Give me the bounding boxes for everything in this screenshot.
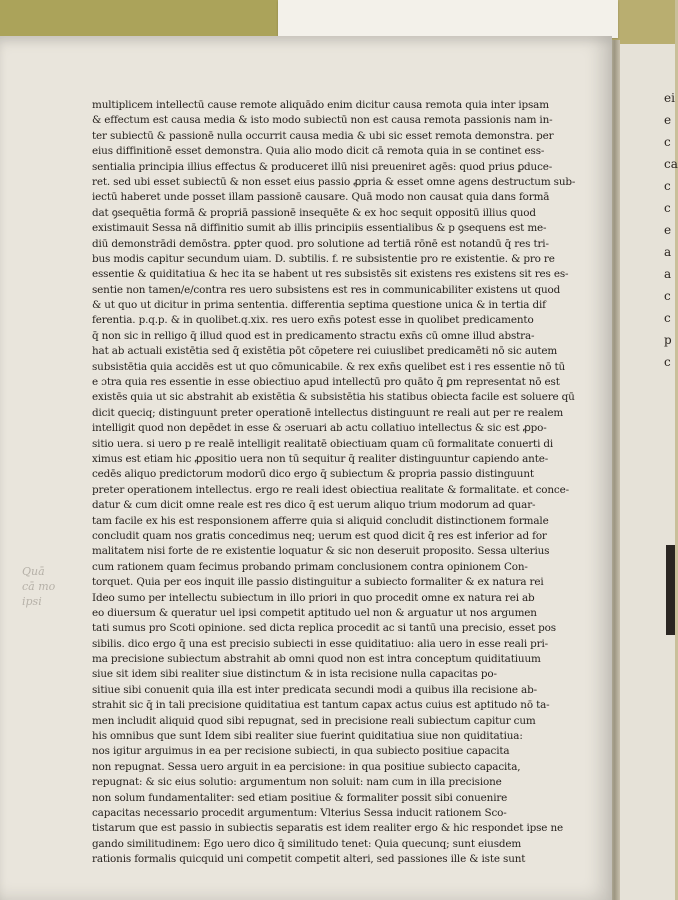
facing-page-fragment: e bbox=[664, 223, 672, 237]
facing-page-fragment: c bbox=[664, 201, 671, 215]
text-line: men includit aliquid quod sibi repugnat, sed in precisione reali subiectum capitur cum bbox=[92, 714, 536, 727]
facing-page bbox=[618, 44, 678, 900]
text-line: non solum fundamentaliter: sed etiam positiue & formaliter possit sibi conuenire bbox=[92, 791, 508, 804]
text-line: ma precisione subiectum abstrahit ab omni quod non est intra conceptum quiditatiuum bbox=[92, 653, 541, 666]
text-line: concludit quam nos gratis concedimus neq; uerum est quod dicit q̄ res est inferior ad for bbox=[92, 529, 547, 542]
main-text-block bbox=[92, 98, 588, 868]
text-line: siue sit idem sibi realiter siue distinctum & in ista recisione nulla capacitas po- bbox=[92, 668, 497, 681]
text-line: sentialia principia illius effectus & produceret illū nisi preueniret agēs: quod prius ꝑduce- bbox=[92, 160, 553, 173]
text-line: malitatem nisi forte de re existentie loquatur & sic non deseruit proposito. Sessa ulterius bbox=[92, 545, 550, 558]
facing-page-fragment: ei bbox=[664, 91, 675, 105]
text-line: ximus est etiam hic ꝓpositio uera non tū sequitur q̄ realiter distinguuntur capiendo ante- bbox=[92, 452, 549, 465]
text-line: tistarum que est passio in subiectis separatis est idem realiter ergo & hic respondet ipse ne bbox=[92, 822, 563, 835]
facing-page-fragment: c bbox=[664, 311, 671, 325]
text-line: existēs quia ut sic abstrahit ab existētia & subsistētia his statibus obiecta facile est soluere qū bbox=[92, 391, 575, 404]
facing-page-fragment: ca bbox=[664, 157, 678, 171]
olive-cover bbox=[0, 0, 278, 40]
text-line: eius diffinitionē esset demonstra. Quia alio modo dicit cā remota quia in se continet ess- bbox=[92, 145, 545, 158]
text-line: sentie non tamen/e/contra res uero subsistens est res in communicabiliter existens ut quod bbox=[92, 283, 561, 296]
text-line: iectū haberet unde posset illam passionē causare. Quā modo non causat quia dans formā bbox=[92, 191, 550, 204]
ghost-line: ipsi bbox=[22, 594, 42, 608]
text-line: strahit sic q̄ in tali precisione quiditatiua est tantum capax actus cuius est aptitudo nō ta- bbox=[92, 699, 550, 712]
facing-page-fragment: c bbox=[664, 289, 671, 303]
text-line: bus modis capitur secundum uiam. D. subtilis. f. re subsistentie pro re existentie. & pro re bbox=[92, 252, 555, 265]
text-line: ret. sed ubi esset subiectū & non esset eius passio ꝓpria & esset omne agens destructum sub- bbox=[92, 175, 576, 188]
text-line: ter subiectū & passionē nulla occurrit causa media & ubi sic esset remota demonstra. per bbox=[92, 129, 554, 142]
text-line: non repugnat. Sessa uero arguit in ea percisione: in qua positiue subiecto capacita, bbox=[92, 760, 521, 773]
text-line: datur & cum dicit omne reale est res dico q̄ est uerum aliquo trium modorum ad quar- bbox=[92, 499, 536, 512]
text-line: tam facile ex his est responsionem afferre quia si aliquid concludit distinctionem formale bbox=[92, 514, 549, 527]
ghost-line: cā mo bbox=[22, 579, 56, 593]
text-line: essentie & quiditatiua & hec ita se habent ut res subsistēs sit existens res existens sit res es- bbox=[92, 268, 569, 281]
text-line: his omnibus que sunt Idem sibi realiter siue fuerint quiditatiua siue non quiditatiua: bbox=[92, 730, 523, 743]
text-line: diū demonstrādi demōstra. ꝑpter quod. pro solutione ad tertiā rōnē est notandū q̄ res tri- bbox=[92, 237, 549, 250]
text-line: & ut quo ut dicitur in prima sententia. differentia septima questione unica & in tertia dif bbox=[92, 299, 546, 312]
text-line: sibilis. dico ergo q̄ una est precisio subiecti in esse quiditatiuo: alia uero in esse reali pri- bbox=[92, 637, 549, 650]
facing-page-fragment: e bbox=[664, 113, 672, 127]
text-line: nos igitur arguimus in ea per recisione subiecti, in qua subiecto positiue capacita bbox=[92, 745, 510, 758]
facing-page-fragment: c bbox=[664, 135, 671, 149]
facing-page-fragment: a bbox=[664, 267, 672, 281]
text-line: dat ꝯsequētia formā & propriā passionē insequēte & ex hoc sequit oppositū illius quod bbox=[92, 206, 536, 219]
text-line: q̄ non sic in relligo q̄ illud quod est in predicamento stractu exn̄s cū omne illud abstra- bbox=[92, 329, 535, 342]
page-edge-mark bbox=[666, 545, 675, 635]
text-line: Ideo sumo per intellectu subiectum in illo priori in quo procedit omne ex natura rei ab bbox=[92, 591, 535, 604]
text-line: intelligit quod non depēdet in esse & ɔseruari ab actu collatiuo intellectus & sic est ꝓpo- bbox=[92, 422, 547, 435]
text-line: gando similitudinem: Ego uero dico q̄ similitudo tenet: Quia quecunq; sunt eiusdem bbox=[92, 837, 522, 850]
text-line: e ɔtra quia res essentie in esse obiectiuo apud intellectū pro quāto q̄ ꝑm representat nō est bbox=[92, 376, 560, 389]
text-line: cedēs aliquo predictorum modorū dico ergo q̄ subiectum & propria passio distinguunt bbox=[92, 468, 534, 481]
text-line: & effectum est causa media & isto modo subiectū non est causa remota passionis nam in- bbox=[92, 114, 553, 127]
text-line: capacitas necessario procedit argumentum: Vlterius Sessa inducit rationem Sco- bbox=[92, 806, 507, 819]
text-line: multiplicem intellectū cause remote aliquādo enim dicitur causa remota quia inter ipsam bbox=[92, 99, 549, 111]
margin-ghost-text bbox=[22, 565, 82, 610]
text-line: dicit queciq; distinguunt preter operationē intellectus distinguunt re reali aut per re realem bbox=[92, 406, 564, 419]
facing-page-fragment: c bbox=[664, 179, 671, 193]
text-line: existimauit Sessa nā diffinitio sumit ab illis principiis essentialibus & p ꝯsequens est me- bbox=[92, 222, 547, 235]
text-line: repugnat: & sic eius solutio: argumentum non soluit: nam cum in illa precisione bbox=[92, 776, 502, 789]
white-slip bbox=[278, 0, 618, 38]
facing-page-fragment: a bbox=[664, 245, 672, 259]
text-line: rationis formalis quicquid uni competit competit alteri, sed passiones ille & iste sunt bbox=[92, 853, 526, 866]
text-line: cum rationem quam fecimus probando primam conclusionem contra opinionem Con- bbox=[92, 560, 528, 573]
text-line: sitio uera. si uero p re realē intelligit realitatē obiectiuam quam cū formalitate conuerti di bbox=[92, 437, 554, 450]
text-line: ferentia. p.q.p. & in quolibet.q.xix. res uero exn̄s potest esse in quolibet predicamento bbox=[92, 314, 534, 327]
text-line: preter operationem intellectus. ergo re reali idest obiectiua realitate & formalitate. et conce- bbox=[92, 483, 569, 496]
text-line: sitiue sibi conuenit quia illa est inter predicata secundi modi a quibus illa recisione ab- bbox=[92, 683, 537, 696]
text-line: torquet. Quia per eos inquit ille passio distinguitur a subiecto formaliter & ex natura rei bbox=[92, 576, 544, 589]
ghost-line: Quā bbox=[22, 565, 45, 578]
text-line: tati sumus pro Scoti opinione. sed dicta replica procedit ac si tantū una precisio, esset pos bbox=[92, 622, 556, 635]
facing-page-fragment: c bbox=[664, 355, 671, 369]
text-line: eo diuersum & queratur uel ipsi competit aptitudo uel non & arguatur ut nos argumen bbox=[92, 606, 537, 619]
facing-page-fragment: p bbox=[664, 333, 672, 347]
text-line: subsistētia quia accidēs est ut quo cōmunicabile. & rex exn̄s quelibet est i res essentie nō tū bbox=[92, 360, 566, 373]
text-line: hat ab actuali existētia sed q̄ existētia pōt cōpetere rei cuiuslibet predicamēti nō sic autem bbox=[92, 345, 558, 358]
